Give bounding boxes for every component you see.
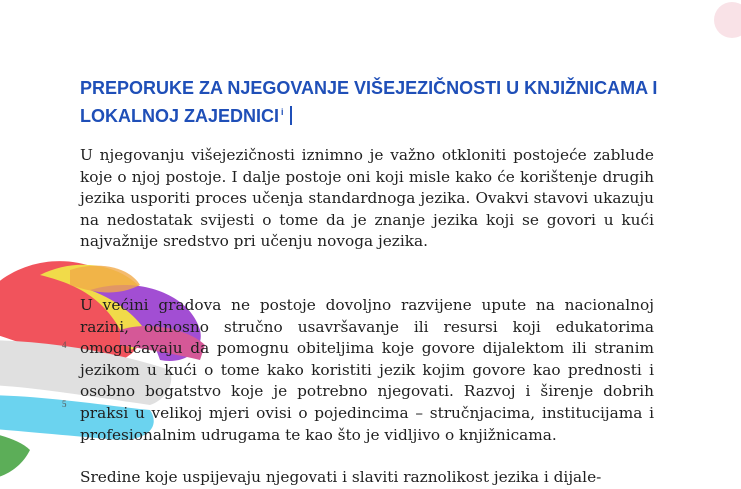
text-cursor [290, 106, 292, 125]
line-number-5: 5 [62, 399, 67, 409]
paragraph-3: Sredine koje uspijevaju njegovati i slaviti raznolikost jezika i dijale- [80, 468, 602, 486]
paragraph-2: U većini gradova ne postoje dovoljno razvijene upute na nacionalnoj razini, odnosno stručno usavršavanje ili resursi koji edukatorima omogućavaju da pomognu obiteljima koje govore dijalektom ili stranim jezikom u kući o tome kako koristiti jezik kojim govore kao prednosti i osobno bogatstvo koje je potrebno njegovati. Razvoj i širenje dobrih praksi u velikoj mjeri ovisi o pojedincima – stručnjacima, institucijama i profesionalnim udrugama te kao što je vidljivo o knjižnicama. [80, 296, 654, 444]
page-title [80, 76, 680, 128]
footnote-marker: i [281, 107, 284, 117]
paragraph-1: U njegovanju višejezičnosti iznimno je važno otkloniti postojeće zablude koje o njoj postoje. I dalje postoje oni koji misle kako će korištenje drugih jezika usporiti proces učenja standardnoga jezika. Ovakvi stavovi ukazuju na nedostatak svijesti o tome da je znanje jezika koji se govori u kući najvažnije sredstvo pri učenju novoga jezika. [80, 146, 654, 251]
line-number-4: 4 [62, 340, 67, 350]
title-text: PREPORUKE ZA NJEGOVANJE VIŠEJEZIČNOSTI U KNJIŽNICAMA I LOKALNOJ ZAJEDNICI [80, 78, 658, 126]
